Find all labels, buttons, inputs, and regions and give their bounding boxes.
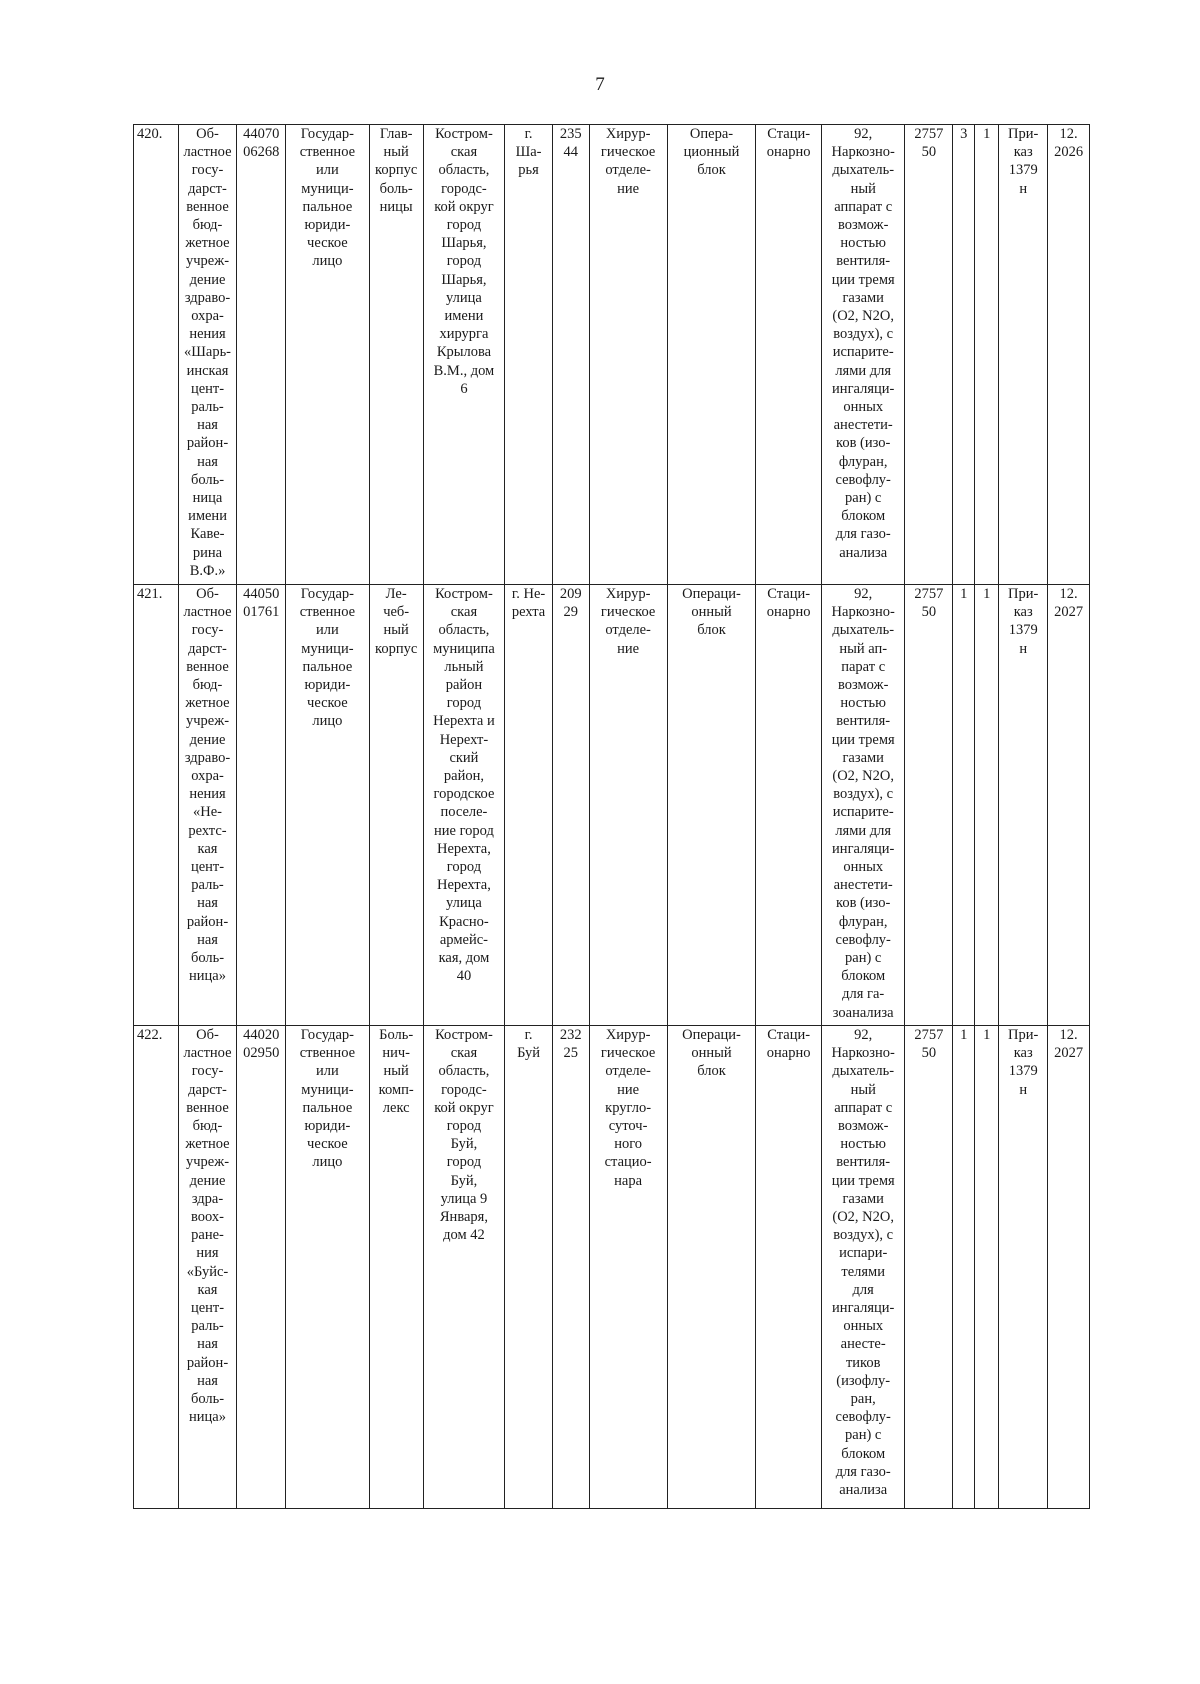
row-number: 421. — [134, 585, 179, 1026]
table-row — [134, 125, 1090, 585]
building: Глав- ный корпус боль- ницы — [369, 125, 423, 585]
equipment-code: 2757 50 — [905, 585, 953, 1026]
code-number: 232 25 — [553, 1026, 589, 1509]
unit: Опера- ционный блок — [667, 125, 756, 585]
building: Боль- нич- ный комп- лекс — [369, 1026, 423, 1509]
row-number: 422. — [134, 1026, 179, 1509]
unit: Операци- онный блок — [667, 585, 756, 1026]
unit: Операци- онный блок — [667, 1026, 756, 1509]
date: 12. 2027 — [1048, 1026, 1090, 1509]
code-number: 209 29 — [553, 585, 589, 1026]
care-mode: Стаци- онарно — [756, 585, 822, 1026]
department: Хирур- гическое отделе- ние — [589, 125, 667, 585]
city: г. Буй — [505, 1026, 553, 1509]
organization-code: 44020 02950 — [237, 1026, 286, 1509]
quantity: 3 — [953, 125, 975, 585]
quantity: 1 — [953, 1026, 975, 1509]
care-mode: Стаци- онарно — [756, 1026, 822, 1509]
quantity-2: 1 — [975, 585, 999, 1026]
care-mode: Стаци- онарно — [756, 125, 822, 585]
equipment-code: 2757 50 — [905, 125, 953, 585]
organization-name: Об- ластное госу- дарст- венное бюд- жетное учреж- дение здраво- охра- нения «Шарь- инская цент- раль- ная район- ная боль- ница имени Каве- рина В.Ф.» — [178, 125, 236, 585]
equipment: 92, Наркозно- дыхатель- ный ап- парат с возмож- ностью вентиля- ции тремя газами (O2, N2O, воздух), с испарите- лями для ингаляци- онных анестети- ков (изо- флуран, севофлу- ран) с блоком для га- зоанализа — [822, 585, 905, 1026]
legal-form: Государ- ственное или муници- пальное юриди- ческое лицо — [286, 125, 369, 585]
table-row — [134, 585, 1090, 1026]
organization-name: Об- ластное госу- дарст- венное бюд- жетное учреж- дение здра- воох- ране- ния «Буйс- кая цент- раль- ная район- ная боль- ница» — [178, 1026, 236, 1509]
date: 12. 2026 — [1048, 125, 1090, 585]
registry-table — [133, 124, 1090, 1509]
table-row — [134, 1026, 1090, 1509]
code-number: 235 44 — [553, 125, 589, 585]
order-reference: При- каз 1379 н — [999, 585, 1048, 1026]
building: Ле- чеб- ный корпус — [369, 585, 423, 1026]
equipment: 92, Наркозно- дыхатель- ный аппарат с возмож- ностью вентиля- ции тремя газами (O2, N2O, воздух), с испари- телями для ингаляци- онных анесте- тиков (изофлу- ран, севофлу- ран) с блоком для газо- анализа — [822, 1026, 905, 1509]
quantity: 1 — [953, 585, 975, 1026]
order-reference: При- каз 1379 н — [999, 125, 1048, 585]
equipment: 92, Наркозно- дыхатель- ный аппарат с возмож- ностью вентиля- ции тремя газами (O2, N2O, воздух), с испарите- лями для ингаляци- онных анестети- ков (изо- флуран, севофлу- ран) с блоком для газо- анализа — [822, 125, 905, 585]
quantity-2: 1 — [975, 1026, 999, 1509]
address: Костром- ская область, муниципа льный район город Нерехта и Нерехт- ский район, городское поселе- ние город Нерехта, город Нерехта, улица Красно- армейс- кая, дом 40 — [423, 585, 504, 1026]
legal-form: Государ- ственное или муници- пальное юриди- ческое лицо — [286, 585, 369, 1026]
organization-name: Об- ластное госу- дарст- венное бюд- жетное учреж- дение здраво- охра- нения «Не- рехтс- кая цент- раль- ная район- ная боль- ница» — [178, 585, 236, 1026]
city: г. Не- рехта — [505, 585, 553, 1026]
legal-form: Государ- ственное или муници- пальное юриди- ческое лицо — [286, 1026, 369, 1509]
row-number: 420. — [134, 125, 179, 585]
department: Хирур- гическое отделе- ние — [589, 585, 667, 1026]
city: г. Ша- рья — [505, 125, 553, 585]
order-reference: При- каз 1379 н — [999, 1026, 1048, 1509]
address: Костром- ская область, городс- кой округ город Буй, город Буй, улица 9 Января, дом 42 — [423, 1026, 504, 1509]
organization-code: 44070 06268 — [237, 125, 286, 585]
page-number: 7 — [595, 74, 605, 95]
quantity-2: 1 — [975, 125, 999, 585]
address: Костром- ская область, городс- кой округ город Шарья, город Шарья, улица имени хирурга Крылова В.М., дом 6 — [423, 125, 504, 585]
department: Хирур- гическое отделе- ние кругло- суточ- ного стацио- нара — [589, 1026, 667, 1509]
equipment-code: 2757 50 — [905, 1026, 953, 1509]
organization-code: 44050 01761 — [237, 585, 286, 1026]
date: 12. 2027 — [1048, 585, 1090, 1026]
